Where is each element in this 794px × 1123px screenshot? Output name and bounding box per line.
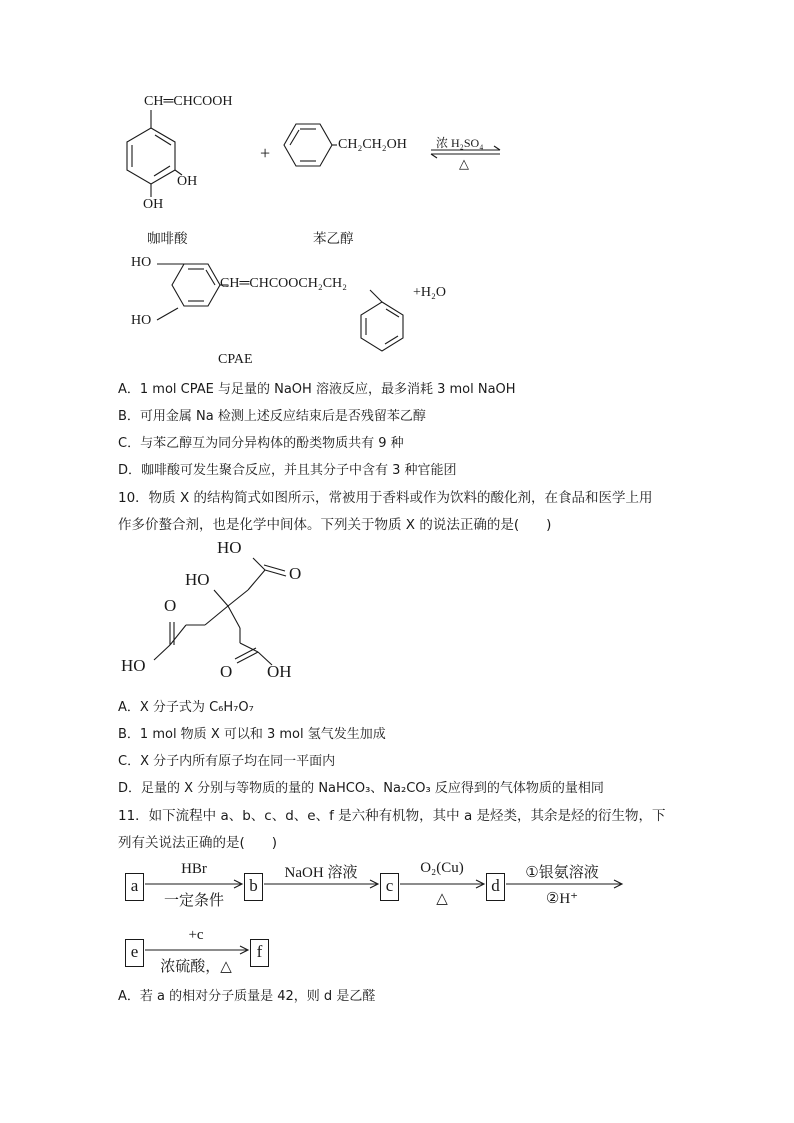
cpae-side-chain: CH═CHCOOCH₂CH₂ xyxy=(220,276,348,291)
caffeic-acid-name: 咖啡酸 xyxy=(147,231,188,247)
q9-option-d: D．咖啡酸可发生聚合反应，并且其分子中含有 3 种官能团 xyxy=(118,463,457,478)
citric-o-left: O xyxy=(164,596,177,615)
condition-catalyst: 浓 H₂SO₄ xyxy=(436,136,484,150)
q10-option-d: D．足量的 X 分别与等物质的量的 NaHCO₃、Na₂CO₃ 反应得到的气体物质的量相同 xyxy=(118,781,604,796)
flow-box-a: a xyxy=(125,873,144,901)
cpae-ho-bottom: HO xyxy=(131,313,152,328)
flow-label-heat: △ xyxy=(436,891,448,907)
q10-option-a: A．X 分子式为 C₆H₇O₇ xyxy=(118,700,254,715)
cpae-water: +H₂O xyxy=(413,285,446,300)
flow-label-silver-ammonia: ①银氨溶液 xyxy=(525,863,599,881)
flow-label-h-plus: ②H⁺ xyxy=(545,891,579,907)
q9-option-a: A．1 mol CPAE 与足量的 NaOH 溶液反应，最多消耗 3 mol NaOH xyxy=(118,382,516,397)
phenethyl-side-chain: CH₂CH₂OH xyxy=(338,137,407,152)
flow-box-f: f xyxy=(250,939,269,967)
citric-oh-right: OH xyxy=(267,662,292,681)
flow-label-o2-cu: O₂(Cu) xyxy=(420,860,464,876)
cpae-name: CPAE xyxy=(218,352,253,367)
citric-ho-left: HO xyxy=(121,656,146,675)
flow-label-conc-sulfuric: 浓硫酸，△ xyxy=(160,957,232,975)
citric-o-bottom: O xyxy=(220,662,233,681)
condition-heat: △ xyxy=(459,156,469,171)
q10-stem-line2: 作多价螯合剂，也是化学中间体。下列关于物质 X 的说法正确的是( ) xyxy=(118,517,552,533)
flow-box-b: b xyxy=(244,873,263,901)
q10-option-c: C．X 分子内所有原子均在同一平面内 xyxy=(118,754,336,769)
q11-option-a: A．若 a 的相对分子质量是 42，则 d 是乙醛 xyxy=(118,989,376,1004)
flow-box-c: c xyxy=(380,873,399,901)
flow-label-naoh: NaOH 溶液 xyxy=(284,865,358,881)
flow-box-d: d xyxy=(486,873,505,901)
phenethyl-name: 苯乙醇 xyxy=(313,231,354,247)
flow-label-plus-c: +c xyxy=(188,927,204,943)
citric-o-top: O xyxy=(289,564,302,583)
q11-stem-line1: 11．如下流程中 a、b、c、d、e、f 是六种有机物，其中 a 是烃类，其余是烃的衍生物，下 xyxy=(118,808,666,824)
citric-ho-mid: HO xyxy=(185,570,210,589)
q9-option-c: C．与苯乙醇互为同分异构体的酚类物质共有 9 种 xyxy=(118,436,404,451)
citric-ho-top: HO xyxy=(217,538,242,557)
flow-box-e: e xyxy=(125,939,144,967)
flow-label-hbr: HBr xyxy=(181,861,207,877)
q10-option-b: B．1 mol 物质 X 可以和 3 mol 氢气发生加成 xyxy=(118,727,386,742)
q9-option-b: B．可用金属 Na 检测上述反应结束后是否残留苯乙醇 xyxy=(118,409,426,424)
flow-label-condition: 一定条件 xyxy=(163,891,224,909)
q11-stem-line2: 列有关说法正确的是( ) xyxy=(118,835,278,851)
caffeic-acid-side-chain: CH═CHCOOH xyxy=(144,94,233,109)
cpae-ho-top: HO xyxy=(131,255,152,270)
plus-sign: + xyxy=(260,143,271,163)
caffeic-oh-para: OH xyxy=(143,197,164,212)
q10-stem-line1: 10．物质 X 的结构简式如图所示，常被用于香料或作为饮料的酸化剂，在食品和医学上用 xyxy=(118,490,653,506)
caffeic-oh-meta: OH xyxy=(177,174,198,189)
